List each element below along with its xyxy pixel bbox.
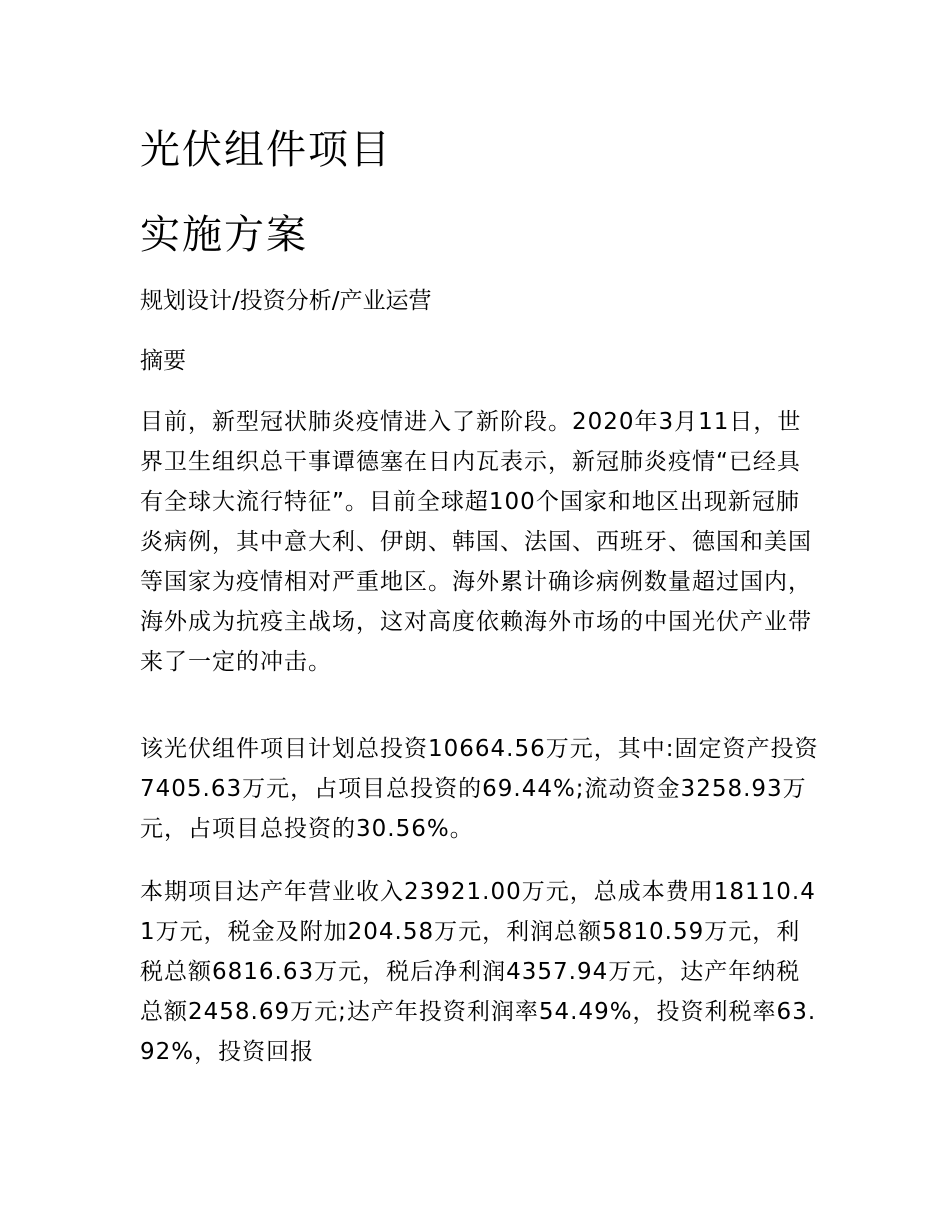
document-title-line2: 实施方案 [140,212,308,258]
paragraph-revenue: 本期项目达产年营业收入23921.00万元，总成本费用18110.41万元，税金及附加204.58万元，利润总额5810.59万元，利税总额6816.63万元，税后净利润4357.94万元，达产年纳税总额2458.69万元;达产年投资利润率54.49%，投资利税率63.92%，投资回报 [140,879,817,1065]
document-subtitle: 规划设计/投资分析/产业运营 [140,288,432,314]
abstract-heading: 摘要 [140,348,186,374]
document-title-line1: 光伏组件项目 [140,127,392,173]
paragraph-investment: 该光伏组件项目计划总投资10664.56万元，其中:固定资产投资7405.63万元，占项目总投资的69.44%;流动资金3258.93万元，占项目总投资的30.56%。 [140,736,819,842]
paragraph-epidemic: 目前，新型冠状肺炎疫情进入了新阶段。2020年3月11日，世界卫生组织总干事谭德塞在日内瓦表示，新冠肺炎疫情“已经具有全球大流行特征”。目前全球超100个国家和地区出现新冠肺炎病例，其中意大利、伊朗、韩国、法国、西班牙、德国和美国等国家为疫情相对严重地区。海外累计确诊病例数量超过国内，海外成为抗疫主战场，这对高度依赖海外市场的中国光伏产业带来了一定的冲击。 [140,409,812,675]
